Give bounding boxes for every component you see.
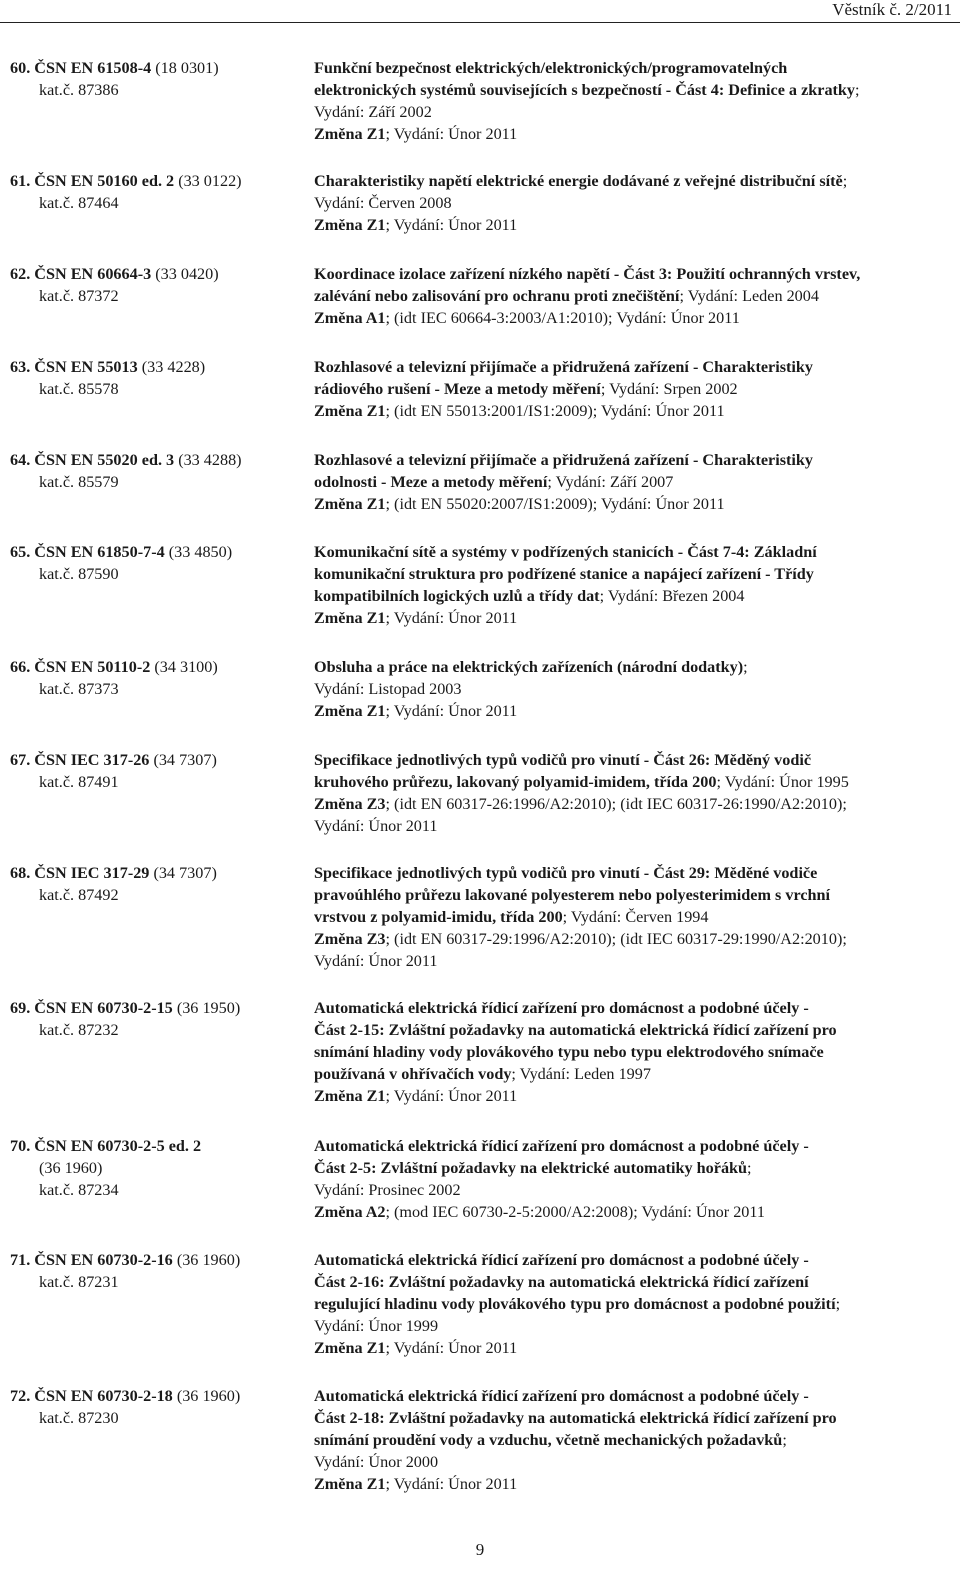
description-line <box>314 471 954 493</box>
entry-number: 62. <box>10 265 31 283</box>
description-bold-text: Koordinace izolace zařízení nízkého napětí - Část 3: Použití ochranných vrstev, <box>314 265 861 283</box>
description-line <box>314 749 954 771</box>
description-line <box>314 1157 954 1179</box>
standard-code-line <box>10 862 310 884</box>
description-bold-text: Specifikace jednotlivých typů vodičů pro vinutí - Část 29: Měděné vodiče <box>314 864 818 882</box>
description-line <box>314 1473 954 1495</box>
description-bold-text: kompatibilních logických uzlů a třídy dat <box>314 587 600 605</box>
classification-code: (33 4850) <box>164 543 233 561</box>
description-text: Vydání: Únor 2011 <box>314 952 438 970</box>
standard-code: ČSN EN 61850-7-4 <box>34 543 165 561</box>
description-line <box>314 793 954 815</box>
standard-code: ČSN EN 50160 ed. 2 <box>34 172 175 190</box>
description-line <box>314 192 954 214</box>
description-line <box>314 1293 954 1315</box>
standard-identifier <box>10 656 310 700</box>
standard-code-line <box>10 997 310 1019</box>
description-line <box>314 101 954 123</box>
description-bold-text: Změna Z1 <box>314 495 386 513</box>
classification-code: (18 0301) <box>151 59 219 77</box>
standard-identifier <box>10 997 310 1041</box>
description-line <box>314 1429 954 1451</box>
description-line <box>314 263 954 285</box>
description-text: Vydání: Září 2002 <box>314 103 432 121</box>
header-rule <box>0 22 960 23</box>
description-line <box>314 170 954 192</box>
description-line <box>314 1135 954 1157</box>
standard-code-line <box>10 1385 310 1407</box>
description-bold-text: snímání proudění vody a vzduchu, včetně mechanických požadavků <box>314 1431 783 1449</box>
description-line <box>314 1385 954 1407</box>
standard-code-line <box>10 263 310 285</box>
entry-number: 63. <box>10 358 31 376</box>
description-line <box>314 1085 954 1107</box>
catalog-number: kat.č. 87231 <box>39 1273 119 1291</box>
standard-code-line <box>10 356 310 378</box>
description-text: ; <box>855 81 860 99</box>
standard-identifier <box>10 356 310 400</box>
description-bold-text: Část 2-16: Zvláštní požadavky na automatická elektrická řídicí zařízení <box>314 1273 809 1291</box>
description-line <box>314 1041 954 1063</box>
description-text: ; <box>782 1431 787 1449</box>
standard-identifier <box>10 541 310 585</box>
standard-code: ČSN EN 60730-2-15 <box>34 999 173 1017</box>
description-text: ; Vydání: Září 2007 <box>547 473 674 491</box>
description-line <box>314 656 954 678</box>
description-line <box>314 1315 954 1337</box>
description-bold-text: Rozhlasové a televizní přijímače a přidružená zařízení - Charakteristiky <box>314 358 814 376</box>
standard-identifier <box>10 170 310 214</box>
description-bold-text: Automatická elektrická řídicí zařízení pro domácnost a podobné účely - <box>314 1251 809 1269</box>
classification-code: (36 1960) <box>39 1159 103 1177</box>
catalog-number: kat.č. 85579 <box>39 473 119 491</box>
description-bold-text: Automatická elektrická řídicí zařízení pro domácnost a podobné účely - <box>314 1137 809 1155</box>
description-line <box>314 356 954 378</box>
catalog-number: kat.č. 87464 <box>39 194 119 212</box>
standard-code: ČSN EN 60730-2-5 ed. 2 <box>34 1137 202 1155</box>
standard-description <box>314 656 954 722</box>
description-line <box>314 449 954 471</box>
description-text: ; <box>747 1159 752 1177</box>
description-text: ; (idt EN 55013:2001/IS1:2009); Vydání: Únor 2011 <box>385 402 725 420</box>
description-line <box>314 123 954 145</box>
standard-description <box>314 862 954 972</box>
standard-code-line <box>10 749 310 771</box>
description-bold-text: Komunikační sítě a systémy v podřízených stanicích - Část 7-4: Základní <box>314 543 817 561</box>
description-bold-text: zalévání nebo zalisování pro ochranu proti znečištění <box>314 287 680 305</box>
standard-identifier <box>10 1249 310 1293</box>
standard-code: ČSN IEC 317-26 <box>34 751 150 769</box>
description-text: ; Vydání: Červen 1994 <box>562 908 709 926</box>
standard-description <box>314 170 954 236</box>
entry-number: 64. <box>10 451 31 469</box>
description-line <box>314 815 954 837</box>
standard-code-line <box>10 1249 310 1271</box>
classification-code: (33 4228) <box>137 358 206 376</box>
description-text: ; <box>835 1295 841 1313</box>
description-line <box>314 285 954 307</box>
description-bold-text: Změna Z1 <box>314 402 386 420</box>
entry-number: 61. <box>10 172 31 190</box>
description-line <box>314 950 954 972</box>
description-line <box>314 57 954 79</box>
description-line <box>314 307 954 329</box>
description-bold-text: Změna Z3 <box>314 930 386 948</box>
catalog-number: kat.č. 87232 <box>39 1021 119 1039</box>
classification-code: (36 1950) <box>172 999 241 1017</box>
description-line <box>314 862 954 884</box>
description-bold-text: Změna Z1 <box>314 216 386 234</box>
standard-description <box>314 1135 954 1223</box>
classification-code: (33 0122) <box>174 172 242 190</box>
standard-code: ČSN IEC 317-29 <box>34 864 150 882</box>
entry-number: 60. <box>10 59 31 77</box>
description-line <box>314 906 954 928</box>
description-line <box>314 378 954 400</box>
classification-code-line <box>10 1157 310 1179</box>
standard-description <box>314 1249 954 1359</box>
description-bold-text: elektronických systémů souvisejících s bezpečností - Část 4: Definice a zkratky <box>314 81 856 99</box>
description-bold-text: regulující hladinu vody plovákového typu pro domácnost a podobné použití <box>314 1295 836 1313</box>
description-bold-text: vrstvou z polyamid-imidu, třída 200 <box>314 908 563 926</box>
description-text: ; Vydání: Únor 2011 <box>385 1087 518 1105</box>
classification-code: (34 7307) <box>149 864 217 882</box>
catalog-number: kat.č. 87590 <box>39 565 119 583</box>
description-text: Vydání: Únor 1999 <box>314 1317 439 1335</box>
description-bold-text: Část 2-5: Zvláštní požadavky na elektrické automatiky hořáků <box>314 1159 748 1177</box>
description-text: ; Vydání: Únor 2011 <box>385 702 518 720</box>
description-line <box>314 1019 954 1041</box>
description-line <box>314 928 954 950</box>
description-text: ; Vydání: Leden 1997 <box>511 1065 651 1083</box>
standard-code-line <box>10 1135 310 1157</box>
standard-identifier <box>10 1385 310 1429</box>
description-line <box>314 884 954 906</box>
description-text: Vydání: Červen 2008 <box>314 194 452 212</box>
standard-code-line <box>10 541 310 563</box>
description-bold-text: Změna Z1 <box>314 1475 386 1493</box>
entry-number: 69. <box>10 999 31 1017</box>
description-bold-text: Rozhlasové a televizní přijímače a přidružená zařízení - Charakteristiky <box>314 451 814 469</box>
description-line <box>314 400 954 422</box>
standard-code: ČSN EN 55020 ed. 3 <box>34 451 175 469</box>
description-bold-text: Změna Z1 <box>314 1087 386 1105</box>
description-bold-text: Změna Z1 <box>314 125 386 143</box>
standard-code-line <box>10 449 310 471</box>
description-bold-text: Část 2-15: Zvláštní požadavky na automatická elektrická řídicí zařízení pro <box>314 1021 837 1039</box>
standard-description <box>314 749 954 837</box>
standard-identifier <box>10 263 310 307</box>
description-line <box>314 1451 954 1473</box>
standard-description <box>314 57 954 145</box>
standard-code-line <box>10 170 310 192</box>
description-text: ; Vydání: Únor 2011 <box>385 125 518 143</box>
standard-identifier <box>10 449 310 493</box>
description-line <box>314 771 954 793</box>
description-line <box>314 997 954 1019</box>
description-text: ; <box>842 172 848 190</box>
standard-identifier <box>10 57 310 101</box>
classification-code: (34 7307) <box>149 751 217 769</box>
description-text: ; (idt IEC 60664-3:2003/A1:2010); Vydání: Únor 2011 <box>385 309 740 327</box>
description-text: Vydání: Listopad 2003 <box>314 680 462 698</box>
standard-code: ČSN EN 60664-3 <box>34 265 152 283</box>
description-line <box>314 585 954 607</box>
description-bold-text: Obsluha a práce na elektrických zařízeních (národní dodatky) <box>314 658 744 676</box>
classification-code: (33 4288) <box>174 451 242 469</box>
description-line <box>314 1337 954 1359</box>
description-text: Vydání: Prosinec 2002 <box>314 1181 461 1199</box>
description-bold-text: Změna Z1 <box>314 609 386 627</box>
description-text: ; Vydání: Únor 2011 <box>385 1339 518 1357</box>
description-bold-text: pravoúhlého průřezu lakované polyesterem nebo polyesterimidem s vrchní <box>314 886 831 904</box>
description-text: ; Vydání: Únor 2011 <box>385 1475 518 1493</box>
classification-code: (36 1960) <box>172 1387 241 1405</box>
entry-number: 71. <box>10 1251 31 1269</box>
description-line <box>314 678 954 700</box>
entry-number: 72. <box>10 1387 31 1405</box>
description-line <box>314 1407 954 1429</box>
catalog-number: kat.č. 87373 <box>39 680 119 698</box>
description-bold-text: odolnosti - Meze a metody měření <box>314 473 548 491</box>
entry-number: 67. <box>10 751 31 769</box>
description-bold-text: Změna Z1 <box>314 702 386 720</box>
description-line <box>314 1201 954 1223</box>
entry-number: 65. <box>10 543 31 561</box>
description-bold-text: komunikační struktura pro podřízené stanice a napájecí zařízení - Třídy <box>314 565 814 583</box>
standard-description <box>314 449 954 515</box>
description-bold-text: používaná v ohřívačích vody <box>314 1065 512 1083</box>
entry-number: 66. <box>10 658 31 676</box>
description-line <box>314 79 954 101</box>
standard-description <box>314 263 954 329</box>
description-line <box>314 1249 954 1271</box>
description-bold-text: kruhového průřezu, lakovaný polyamid-imidem, třída 200 <box>314 773 717 791</box>
description-text: ; Vydání: Únor 1995 <box>716 773 849 791</box>
description-bold-text: Charakteristiky napětí elektrické energie dodávané z veřejné distribuční sítě <box>314 172 843 190</box>
description-line <box>314 607 954 629</box>
description-line <box>314 541 954 563</box>
description-text: ; Vydání: Srpen 2002 <box>600 380 738 398</box>
description-text: ; (idt EN 60317-26:1996/A2:2010); (idt IEC 60317-26:1990/A2:2010); <box>385 795 847 813</box>
catalog-number: kat.č. 87234 <box>39 1181 119 1199</box>
catalog-number: kat.č. 87491 <box>39 773 119 791</box>
description-text: ; (idt EN 55020:2007/IS1:2009); Vydání: Únor 2011 <box>385 495 725 513</box>
description-bold-text: rádiového rušení - Meze a metody měření <box>314 380 601 398</box>
standard-code: ČSN EN 61508-4 <box>34 59 152 77</box>
description-line <box>314 700 954 722</box>
entry-number: 70. <box>10 1137 31 1155</box>
description-bold-text: Část 2-18: Zvláštní požadavky na automatická elektrická řídicí zařízení pro <box>314 1409 837 1427</box>
entry-number: 68. <box>10 864 31 882</box>
classification-code: (34 3100) <box>150 658 218 676</box>
description-text: Vydání: Únor 2011 <box>314 817 438 835</box>
standard-description <box>314 1385 954 1495</box>
standard-code: ČSN EN 50110-2 <box>34 658 151 676</box>
standard-identifier <box>10 1135 310 1201</box>
page-number: 9 <box>475 1540 485 1559</box>
description-bold-text: Automatická elektrická řídicí zařízení pro domácnost a podobné účely - <box>314 999 809 1017</box>
description-text: ; (idt EN 60317-29:1996/A2:2010); (idt IEC 60317-29:1990/A2:2010); <box>385 930 847 948</box>
catalog-number: kat.č. 87386 <box>39 81 119 99</box>
classification-code: (33 0420) <box>151 265 219 283</box>
standard-identifier <box>10 862 310 906</box>
description-bold-text: Specifikace jednotlivých typů vodičů pro vinutí - Část 26: Měděný vodič <box>314 751 812 769</box>
description-bold-text: snímání hladiny vody plovákového typu nebo typu elektrodového snímače <box>314 1043 824 1061</box>
standard-description <box>314 541 954 629</box>
page-header <box>0 0 960 24</box>
description-bold-text: Změna Z3 <box>314 795 386 813</box>
description-text: ; <box>743 658 748 676</box>
standard-identifier <box>10 749 310 793</box>
classification-code: (36 1960) <box>172 1251 241 1269</box>
description-text: Vydání: Únor 2000 <box>314 1453 439 1471</box>
description-text: ; Vydání: Březen 2004 <box>599 587 745 605</box>
standard-code: ČSN EN 60730-2-18 <box>34 1387 173 1405</box>
standard-code-line <box>10 656 310 678</box>
catalog-number: kat.č. 87230 <box>39 1409 119 1427</box>
description-line <box>314 563 954 585</box>
description-line <box>314 214 954 236</box>
journal-title: Věstník č. 2/2011 <box>832 0 952 19</box>
standard-code: ČSN EN 55013 <box>34 358 138 376</box>
description-text: ; (mod IEC 60730-2-5:2000/A2:2008); Vydání: Únor 2011 <box>385 1203 765 1221</box>
description-line <box>314 1271 954 1293</box>
description-text: ; Vydání: Únor 2011 <box>385 216 518 234</box>
catalog-number: kat.č. 85578 <box>39 380 119 398</box>
catalog-number: kat.č. 87372 <box>39 287 119 305</box>
description-bold-text: Změna A1 <box>314 309 386 327</box>
standard-code: ČSN EN 60730-2-16 <box>34 1251 173 1269</box>
description-bold-text: Změna Z1 <box>314 1339 386 1357</box>
description-text: ; Vydání: Leden 2004 <box>679 287 819 305</box>
description-text: ; Vydání: Únor 2011 <box>385 609 518 627</box>
standard-code-line <box>10 57 310 79</box>
description-line <box>314 1179 954 1201</box>
description-line <box>314 493 954 515</box>
standard-description <box>314 997 954 1107</box>
standard-description <box>314 356 954 422</box>
description-bold-text: Funkční bezpečnost elektrických/elektronických/programovatelných <box>314 59 788 77</box>
catalog-number: kat.č. 87492 <box>39 886 119 904</box>
description-line <box>314 1063 954 1085</box>
description-bold-text: Změna A2 <box>314 1203 386 1221</box>
description-bold-text: Automatická elektrická řídicí zařízení pro domácnost a podobné účely - <box>314 1387 809 1405</box>
